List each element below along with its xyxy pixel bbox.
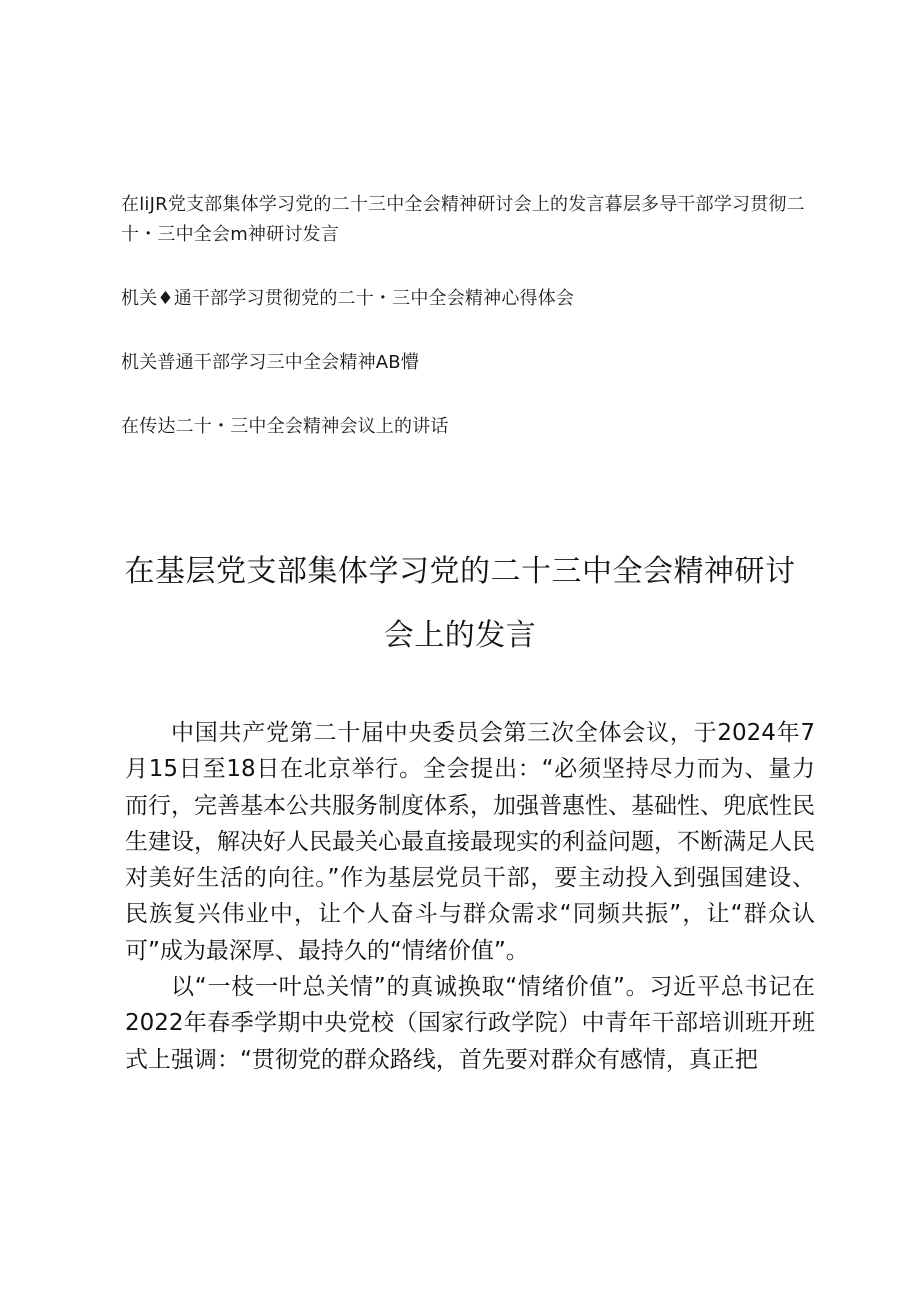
- table-of-contents: [121, 190, 811, 442]
- body-paragraph: 中国共产党第二十届中央委员会第三次全体会议，于2024年7月15日至18日在北京举行。全会提出：“必须坚持尽力而为、量力而行，完善基本公共服务制度体系，加强普惠性、基础性、兜底性民生建设，解决好人民最关心最直接最现实的利益问题，不断满足人民对美好生活的向往。”作为基层党员干部，要主动投入到强国建设、民族复兴伟业中，让个人奋斗与群众需求“同频共振”，让“群众认可”成为最深厚、最持久的“情绪价值”。: [125, 720, 815, 964]
- document-title: 在基层党支部集体学习党的二十三中全会精神研讨会上的发言: [124, 554, 796, 653]
- toc-item: 在传达二十・三中全会精神会议上的讲话: [121, 416, 449, 437]
- document-body: [125, 715, 815, 1078]
- body-paragraph: 以“一枝一叶总关情”的真诚换取“情绪价值”。习近平总书记在2022年春季学期中央党校（国家行政学院）中青年干部培训班开班式上强调：“贯彻党的群众路线，首先要对群众有感情，真正把: [125, 974, 815, 1073]
- toc-item: 机关普通干部学习三中全会精神AB懵: [121, 352, 420, 373]
- toc-item: 机关♦通干部学习贯彻党的二十・三中全会精神心得体会: [121, 288, 575, 309]
- toc-item: 在liJR党支部集体学习党的二十三中全会精神研讨会上的发言暮层多导干部学习贯彻二十・三中全会m神研讨发言: [121, 194, 805, 245]
